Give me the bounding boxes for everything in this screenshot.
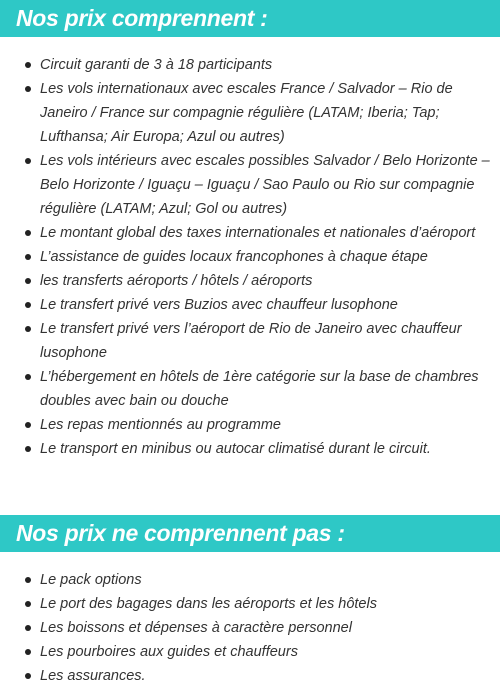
list-item: Le transport en minibus ou autocar climatisé durant le circuit. (40, 437, 500, 461)
excluded-section-title: Nos prix ne comprennent pas : (0, 515, 500, 552)
included-section-title: Nos prix comprennent : (0, 0, 500, 37)
list-item: Le montant global des taxes internationales et nationales d’aéroport (40, 221, 500, 245)
included-list (0, 53, 500, 461)
list-item: Les vols internationaux avec escales France / Salvador – Rio de Janeiro / France sur compagnie régulière (LATAM; Iberia; Tap; Lufthansa; Air Europa; Azul ou autres) (40, 77, 500, 149)
list-item: les transferts aéroports / hôtels / aéroports (40, 269, 500, 293)
list-item: Le port des bagages dans les aéroports et les hôtels (40, 592, 500, 616)
list-item: Les vols intérieurs avec escales possibles Salvador / Belo Horizonte – Belo Horizonte / Iguaçu – Iguaçu / Sao Paulo ou Rio sur compagnie régulière (LATAM; Azul; Gol ou autres) (40, 149, 500, 221)
list-item: Les boissons et dépenses à caractère personnel (40, 616, 500, 640)
list-item: Les repas mentionnés au programme (40, 413, 500, 437)
list-item: Le pack options (40, 568, 500, 592)
list-item: Les pourboires aux guides et chauffeurs (40, 640, 500, 664)
list-item: Circuit garanti de 3 à 18 participants (40, 53, 500, 77)
list-item: L’assistance de guides locaux francophones à chaque étape (40, 245, 500, 269)
list-item: Le transfert privé vers l’aéroport de Rio de Janeiro avec chauffeur lusophone (40, 317, 500, 365)
list-item: L’hébergement en hôtels de 1ère catégorie sur la base de chambres doubles avec bain ou douche (40, 365, 500, 413)
list-item: Les assurances. (40, 664, 500, 688)
excluded-list (0, 568, 500, 688)
list-item: Le transfert privé vers Buzios avec chauffeur lusophone (40, 293, 500, 317)
